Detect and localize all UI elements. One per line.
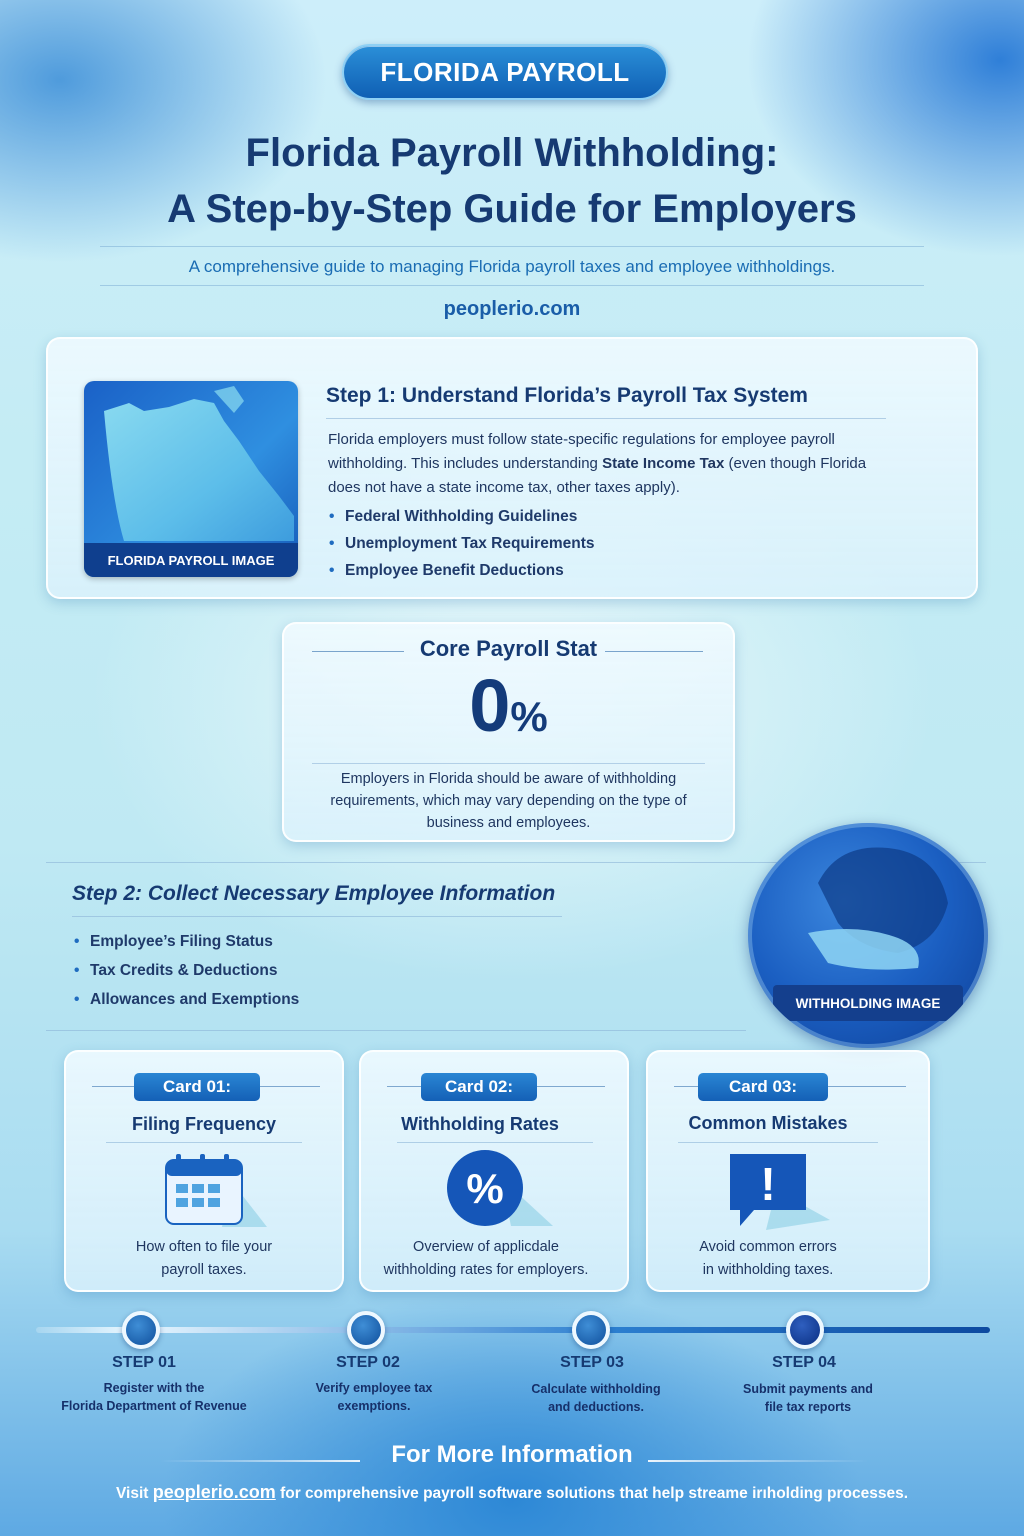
footer-visit-post: for comprehensive payroll software solutions that help streame irıholding processes. [280,1485,909,1502]
exclamation-icon [726,1150,836,1234]
stat-number: 0 [469,664,511,747]
title-line-1: Florida Payroll Withholding: [245,131,779,175]
florida-payroll-image [84,381,298,577]
card-withholding-rates[interactable] [359,1050,629,1292]
card-desc-line: How often to file your [135,1239,273,1255]
step1-body-text-end: (even though Florida does not have a state income tax, other taxes apply). [328,455,867,496]
section-divider-2 [46,1030,746,1031]
card-desc-line: payroll taxes. [161,1262,247,1278]
footer-heading: For More Information [391,1441,633,1468]
timeline-node-4[interactable] [786,1311,824,1349]
withholding-image-caption: WITHHOLDING IMAGE [773,985,963,1021]
card-title-divider [106,1142,302,1143]
card-desc-line: Avoid common errors [699,1239,837,1255]
title-line-2: A Step-by-Step Guide for Employers [167,187,857,231]
withholding-image [748,823,988,1048]
card-filing-frequency[interactable] [64,1050,344,1292]
step2-heading: Step 2: Collect Necessary Employee Information [72,882,556,905]
page-title [60,125,964,237]
timeline-desc-line: Submit payments and [743,1382,873,1396]
step1-body-text: Florida employers must follow state-specific regulations for employee payroll withholding. This includes understanding [328,431,835,472]
florida-image-caption: FLORIDA PAYROLL IMAGE [84,543,298,577]
timeline-step-desc [708,1380,908,1416]
stat-heading: Core Payroll Stat [419,636,598,661]
step2-bullets [72,927,299,1014]
timeline-desc-line: Florida Department of Revenue [61,1399,247,1413]
list-item: • Unemployment Tax Requirements [327,530,595,557]
page-subtitle: A comprehensive guide to managing Florida payroll taxes and employee withholdings. [100,246,924,286]
card-tag: Card 01: [134,1073,260,1101]
list-item: • Employee Benefit Deductions [327,557,595,584]
timeline-desc-line: file tax reports [764,1400,852,1414]
stat-value [282,666,735,757]
timeline-step-desc [54,1379,254,1415]
percent-glyph: % [466,1165,504,1212]
card-tag: Card 02: [421,1073,537,1101]
timeline-desc-line: Register with the [103,1381,205,1395]
list-item: • Tax Credits & Deductions [72,956,299,985]
exclamation-glyph: ! [760,1158,776,1210]
step1-divider [326,418,886,419]
card-title: Common Mistakes [688,1113,848,1133]
site-link[interactable]: peoplerio.com [443,298,581,320]
card-description [361,1236,611,1282]
card-title: Withholding Rates [401,1114,559,1134]
timeline-track [36,1327,990,1333]
timeline-desc-line: Verify employee tax [315,1381,433,1395]
timeline-desc-line: and deductions. [548,1400,644,1414]
timeline-node-3[interactable] [572,1311,610,1349]
stat-unit: % [510,693,548,740]
list-item: • Federal Withholding Guidelines [327,503,595,530]
footer-site-link[interactable]: peoplerio.com [152,1482,276,1502]
timeline-desc-line: exemptions. [337,1399,411,1413]
percent-icon [441,1148,561,1232]
timeline-step-label: STEP 03 [560,1354,624,1371]
stat-body: Employers in Florida should be aware of withholding requirements, which may vary depending on the type of business and employees. [312,763,705,834]
card-description [66,1236,342,1282]
timeline-node-1[interactable] [122,1311,160,1349]
calendar-icon [162,1152,272,1232]
card-common-mistakes[interactable] [646,1050,930,1292]
card-desc-line: Overview of applicdale [413,1239,559,1255]
timeline-desc-line: Calculate withholding [531,1382,661,1396]
footer-visit [0,1482,1024,1503]
list-item: • Employee’s Filing Status [72,927,299,956]
card-title-divider [678,1142,878,1143]
timeline-step-label: STEP 01 [112,1354,176,1371]
card-desc-line: in withholding taxes. [702,1262,834,1278]
step2-divider [72,916,562,917]
card-description [648,1236,888,1282]
card-desc-line: withholding rates for employers. [383,1262,589,1278]
timeline-step-label: STEP 04 [772,1354,836,1371]
footer-visit-pre: Visit [115,1485,149,1502]
step1-body-bold: State Income Tax [602,455,725,472]
step1-bullets [327,503,595,584]
step1-body [328,428,873,500]
list-item: • Allowances and Exemptions [72,985,299,1014]
card-tag: Card 03: [698,1073,828,1101]
card-title-divider [397,1142,593,1143]
header-badge: FLORIDA PAYROLL [342,44,668,100]
timeline-node-2[interactable] [347,1311,385,1349]
card-title: Filing Frequency [131,1114,277,1134]
timeline-step-desc [496,1380,696,1416]
timeline-step-desc [274,1379,474,1415]
step1-heading: Step 1: Understand Florida’s Payroll Tax System [326,384,808,407]
timeline-step-label: STEP 02 [336,1354,400,1371]
